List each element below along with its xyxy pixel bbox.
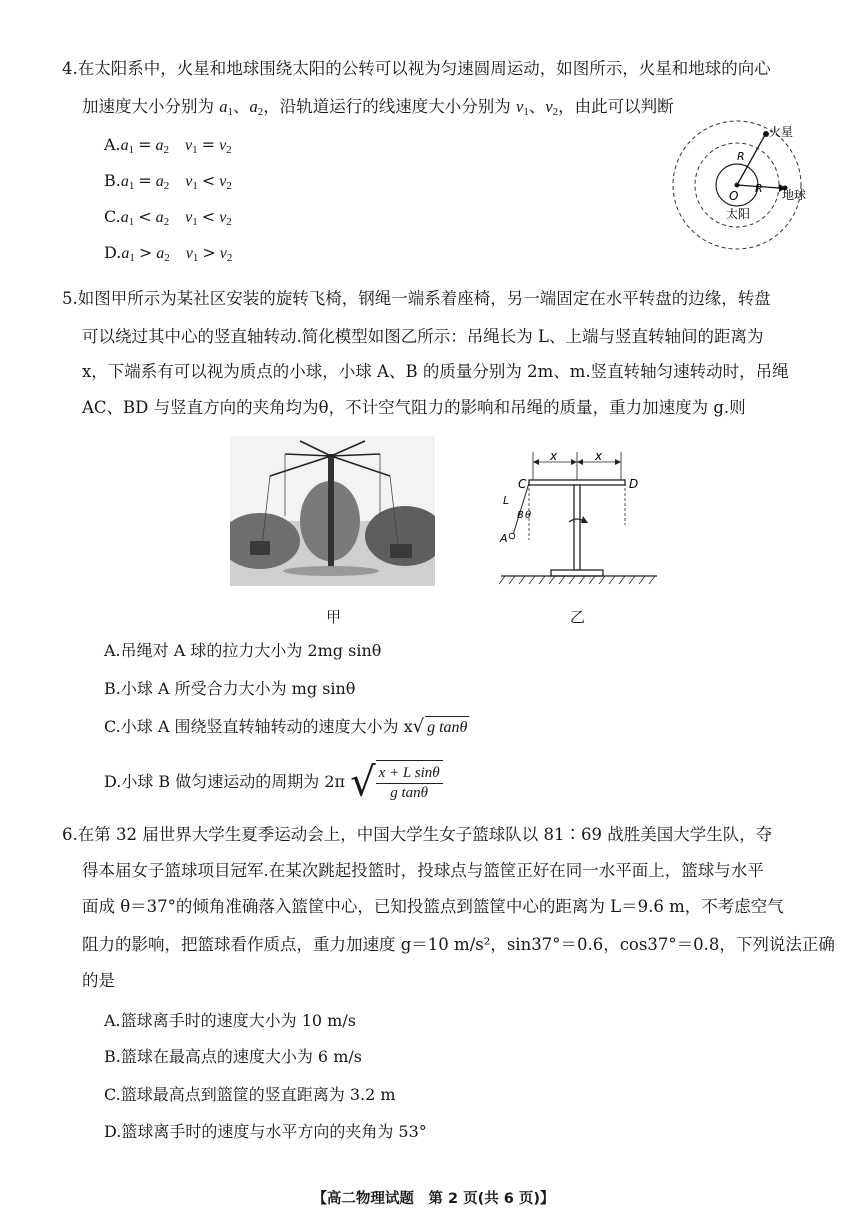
q6-stem-line5: 的是 — [82, 971, 115, 990]
diagram-d-label: D — [629, 477, 639, 491]
q4-option-label: C. — [104, 207, 121, 226]
q6-option-d: D.篮球离手时的速度与水平方向的夹角为 53° — [104, 1122, 427, 1141]
q6-option-b: B.篮球在最高点的速度大小为 6 m/s — [104, 1047, 362, 1066]
q5-option-d-root: √ $\frac{\text{x + L sinθ}}{\text{g tanθ}}$ — [350, 760, 442, 805]
q4-option-c: $C.a_1 < a_2$ $v_1 < v_2$ — [104, 207, 232, 228]
sun-label: 太阳 — [726, 207, 751, 221]
q6-stem-line3: 面成 θ＝37°的倾角准确落入篮筐中心，已知投篮点到篮筐中心的距离为 L＝9.6 m，不考虑空气 — [82, 897, 784, 916]
q4-stem-line1: 4.在太阳系中，火星和地球围绕太阳的公转可以视为匀速圆周运动，如图所示，火星和地球的向心 — [62, 59, 771, 78]
q4-option-rel-a: = — [138, 171, 152, 190]
r2-label: R — [755, 182, 763, 195]
q4-option-rel-a: < — [138, 207, 152, 226]
q4-option-rel-v: > — [202, 243, 216, 262]
q6-stem-line4: 阻力的影响，把篮球看作质点，重力加速度 g＝10 m/s²，sin37°＝0.6，cos37°＝0.8，下列说法正确 — [82, 935, 835, 954]
q5-option-c: C.小球 A 围绕竖直转轴转动的速度大小为 x√ g tanθ — [104, 716, 468, 737]
diagram-l-label: L — [503, 494, 510, 507]
swing-ride-photo — [230, 436, 435, 586]
q4-v2: $v_2$ — [545, 97, 559, 118]
q6-stem-line1: 6.在第 32 届世界大学生夏季运动会上，中国大学生女子篮球队以 81∶69 战胜美国大学生队，夺 — [62, 825, 773, 844]
q5-option-d — [104, 760, 443, 805]
q5-stem-line2: 可以绕过其中心的竖直轴转动.简化模型如图乙所示：吊绳长为 L、上端与竖直转轴间的距离为 — [82, 327, 764, 346]
q6-option-c: C.篮球最高点到篮筐的竖直距离为 3.2 m — [104, 1085, 396, 1104]
q5-stem-line1: 5.如图甲所示为某社区安装的旋转飞椅，钢绳一端系着座椅，另一端固定在水平转盘的边缘，转盘 — [62, 289, 771, 308]
q6-stem-line2: 得本届女子篮球项目冠军.在某次跳起投篮时，投球点与篮筐正好在同一水平面上，篮球与水平 — [82, 861, 764, 880]
caption-left: 甲 — [326, 608, 342, 626]
q5-stem-line4: AC、BD 与竖直方向的夹角均为θ，不计空气阻力的影响和吊绳的质量，重力加速度为 g.则 — [82, 398, 746, 417]
q4-orbit-figure — [665, 120, 825, 270]
q4-option-label: A. — [104, 135, 121, 154]
page-footer: 【高二物理试题 第 2 页(共 6 页)】 — [312, 1191, 555, 1207]
earth-label: 地球 — [782, 188, 807, 202]
r1-label: R — [737, 150, 745, 163]
diagram-b-label: B — [517, 510, 524, 521]
q5-option-a: A.吊绳对 A 球的拉力大小为 2mg sinθ — [104, 641, 382, 660]
q5-option-b: B.小球 A 所受合力大小为 mg sinθ — [104, 679, 356, 698]
diagram-theta-label: θ — [525, 510, 532, 521]
mars-label: 火星 — [769, 125, 794, 139]
q4-stem-line2-pre: 加速度大小分别为 — [82, 97, 214, 116]
center-label: O — [729, 189, 739, 203]
q4-sep: 、 — [233, 97, 250, 116]
q5-option-c-text: C.小球 A 围绕竖直转轴转动的速度大小为 x — [104, 717, 413, 736]
q4-sep2: 、 — [528, 97, 546, 116]
q5-option-c-root: g tanθ — [425, 716, 469, 739]
caption-right: 乙 — [570, 608, 586, 626]
q4-stem-line2 — [82, 96, 674, 123]
q4-option-rel-v: < — [201, 207, 216, 226]
q4-a2: $a_2$ — [249, 97, 264, 118]
q4-option-a: $A.a_1 = a_2$ $v_1 = v_2$ — [104, 135, 232, 156]
diagram-x-right: x — [595, 450, 603, 463]
diagram-c-label: C — [518, 477, 527, 491]
q4-option-rel-a: > — [138, 243, 153, 262]
diagram-x-left: x — [550, 450, 558, 463]
q4-option-rel-a: = — [138, 135, 152, 154]
diagram-a-label: A — [500, 532, 508, 545]
swing-model-diagram — [495, 450, 665, 610]
q5-stem-line3: x，下端系有可以视为质点的小球，小球 A、B 的质量分别为 2m、m.竖直转轴匀速转动时，吊绳 — [82, 362, 789, 381]
q4-option-d: $D.a_1 > a_2$ $v_1 > v_2$ — [104, 243, 233, 264]
q4-option-label: D. — [104, 243, 122, 262]
q5-option-d-num: x + L sinθ — [376, 764, 443, 784]
q4-stem-line2-mid: ，沿轨道运行的线速度大小分别为 — [263, 97, 511, 116]
q4-option-rel-v: < — [201, 171, 216, 190]
q4-a1: $a_1$ — [219, 97, 233, 118]
q6-option-a: A.篮球离手时的速度大小为 10 m/s — [104, 1011, 356, 1030]
q5-option-d-den: g tanθ — [390, 785, 429, 801]
q5-option-d-text: D.小球 B 做匀速运动的周期为 2π — [104, 772, 346, 791]
q4-v1: $v_1$ — [516, 97, 529, 118]
q4-option-rel-v: = — [201, 135, 216, 154]
q4-option-b: $B.a_1 = a_2$ $v_1 < v_2$ — [104, 171, 232, 192]
q4-option-label: B. — [104, 171, 121, 190]
q4-stem-line2-post: ，由此可以判断 — [558, 97, 674, 116]
